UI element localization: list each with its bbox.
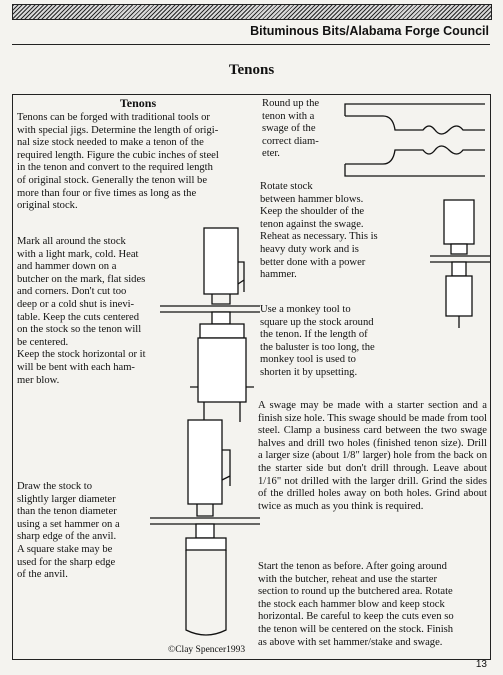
monkey-paragraph: Use a monkey tool to square up the stock around the tenon. If the length of the baluster is too long, the monkey tool is used to shorten it by upsetting.	[260, 304, 375, 378]
publication-header: Bituminous Bits/Alabama Forge Council	[250, 24, 489, 38]
start-paragraph: Start the tenon as before. After going around with the butcher, reheat and use the starter section to round up the butchered area. Rotate the stock each hammer blow and keep stock horizontal. Be careful to keep the cuts even so the tenon will be centered on the stock. Finish as above with set hammer/stake and swage.	[258, 561, 454, 648]
section-subheading: Tenons	[119, 96, 157, 110]
intro-paragraph: Tenons can be forged with traditional tools or with special jigs. Determine the length of origi- nal size stock needed to make a tenon of the required length. Figure the cubic inches of steel in the tenon and convert to the required length of original stock. Generally the tenon will be more than four or five times as long as the original stock.	[17, 112, 219, 212]
round-paragraph: Round up the tenon with a swage of the correct diam- eter.	[262, 98, 320, 160]
swage-illustration	[345, 100, 490, 180]
monkey-tool-illustration	[430, 188, 490, 333]
page-number: 13	[475, 659, 487, 670]
mark-paragraph: Mark all around the stock with a light mark, cold. Heat and hammer down on a butcher on the mark, flat sides and corners. Don't cut too deep or a cold shut is inevi- table. Keep the cuts centered on the stock so the tenon will be centered. Keep the stock horizontal or it will be bent with each ham- mer blow.	[17, 236, 146, 386]
set-hammer-illustration	[150, 410, 260, 640]
swage-paragraph: A swage may be made with a starter section and a finish size hole. This swage should be made from tool steel. Clamp a business card between the two swage halves and drill two holes (finished tenon size). Drill a larger size (about 1/8" larger) hole from the back on the starter side but don't drill through. Leave about 1/16" not drilled with the larger drill. Grind the sides of the drilled holes away on both holes. Grind about twice as much as you think is required.	[258, 400, 487, 512]
copyright: ©Clay Spencer1993	[168, 645, 246, 655]
header-hatch-bar	[12, 4, 492, 20]
draw-paragraph: Draw the stock to slightly larger diameter than the tenon diameter using a set hammer on a sharp edge of the anvil. A square stake may be used for the sharp edge of the anvil.	[17, 481, 120, 581]
page-title: Tenons	[228, 62, 275, 78]
butcher-illustration	[160, 222, 260, 427]
header-rule	[12, 44, 490, 45]
rotate-paragraph: Rotate stock between hammer blows. Keep the shoulder of the tenon against the swage. Reheat as necessary. This is heavy duty work and is better done with a power hammer.	[260, 181, 378, 281]
